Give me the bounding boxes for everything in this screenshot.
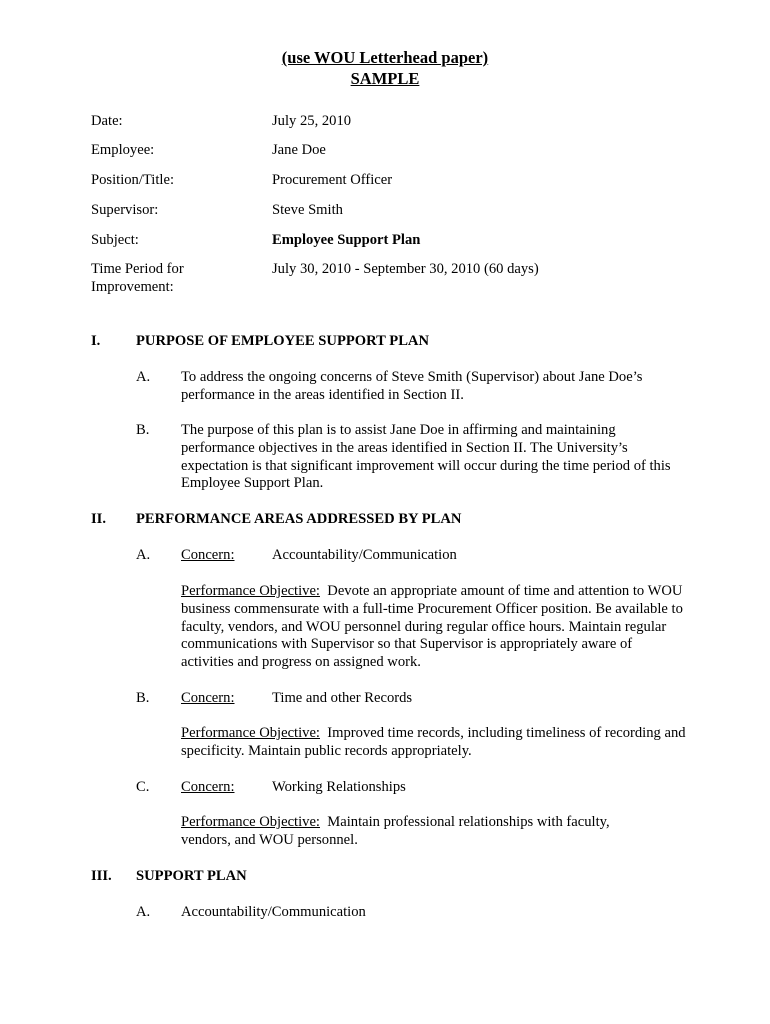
memo-label-date: Date: — [91, 113, 123, 129]
section-1-item-a-text: To address the ongoing concerns of Steve Smith (Supervisor) about Jane Doe’s performance in the areas identified in Section II. — [181, 369, 643, 403]
section-3-number: III. — [91, 868, 112, 884]
section-2-item-a-concern: Accountability/Communication — [272, 547, 457, 563]
memo-label-employee: Employee: — [91, 142, 155, 158]
memo-value-supervisor: Steve Smith — [272, 202, 343, 218]
memo-value-date: July 25, 2010 — [272, 113, 352, 129]
section-2-item-a-concern-label: Concern: — [181, 547, 235, 563]
section-2-item-b-concern: Time and other Records — [272, 690, 413, 706]
section-2-item-b-objective — [181, 725, 686, 761]
objective-label: Performance Objective: — [181, 583, 320, 599]
section-1-item-b-letter: B. — [136, 422, 150, 438]
memo-label-time-period-line1: Time Period for — [91, 261, 184, 277]
objective-label: Performance Objective: — [181, 814, 320, 830]
section-2-item-a-letter: A. — [136, 547, 151, 563]
section-2-item-a-objective — [181, 583, 686, 672]
section-2-item-c-objective — [181, 814, 641, 850]
section-2-item-b-letter: B. — [136, 690, 150, 706]
section-1-item-a-letter: A. — [136, 369, 151, 385]
section-1-item-b-text: The purpose of this plan is to assist Jane Doe in affirming and maintaining performance objectives in the areas identified in Section II. The University’s expectation is that significant improvement will occur during the time period of this Employee Support Plan. — [181, 422, 671, 492]
memo-value-subject: Employee Support Plan — [272, 232, 421, 248]
section-2-title: PERFORMANCE AREAS ADDRESSED BY PLAN — [136, 511, 462, 527]
section-3-item-a-text: Accountability/Communication — [181, 904, 366, 920]
memo-label-position: Position/Title: — [91, 172, 175, 188]
memo-value-time-period: July 30, 2010 - September 30, 2010 (60 days) — [272, 261, 539, 277]
objective-text: Devote an appropriate amount of time and attention to WOU business commensurate with a full-time Procurement Officer position. Be available to faculty, vendors, and WOU personnel during regular office hours. Maintain regular communications with Supervisor so that Supervisor is appropriately aware of activities and progress on assigned work. — [181, 583, 683, 671]
letterhead-note: (use WOU Letterhead paper) — [281, 48, 489, 67]
memo-value-employee: Jane Doe — [272, 142, 326, 158]
document-title: SAMPLE — [350, 69, 420, 88]
section-1-number: I. — [91, 333, 101, 349]
memo-label-supervisor: Supervisor: — [91, 202, 159, 218]
section-2-item-c-concern: Working Relationships — [272, 779, 406, 795]
section-3-title: SUPPORT PLAN — [136, 868, 247, 884]
memo-value-position: Procurement Officer — [272, 172, 393, 188]
memo-label-time-period-line2: Improvement: — [91, 279, 174, 295]
objective-text: Maintain professional relationships with faculty, vendors, and WOU personnel. — [181, 814, 610, 848]
objective-text: Improved time records, including timeliness of recording and specificity. Maintain public records appropriately. — [181, 725, 686, 759]
memo-label-subject: Subject: — [91, 232, 139, 248]
section-2-number: II. — [91, 511, 107, 527]
section-2-item-c-letter: C. — [136, 779, 150, 795]
objective-label: Performance Objective: — [181, 725, 320, 741]
section-3-item-a-letter: A. — [136, 904, 151, 920]
section-1-title: PURPOSE OF EMPLOYEE SUPPORT PLAN — [136, 333, 430, 349]
section-2-item-c-concern-label: Concern: — [181, 779, 235, 795]
section-2-item-b-concern-label: Concern: — [181, 690, 235, 706]
